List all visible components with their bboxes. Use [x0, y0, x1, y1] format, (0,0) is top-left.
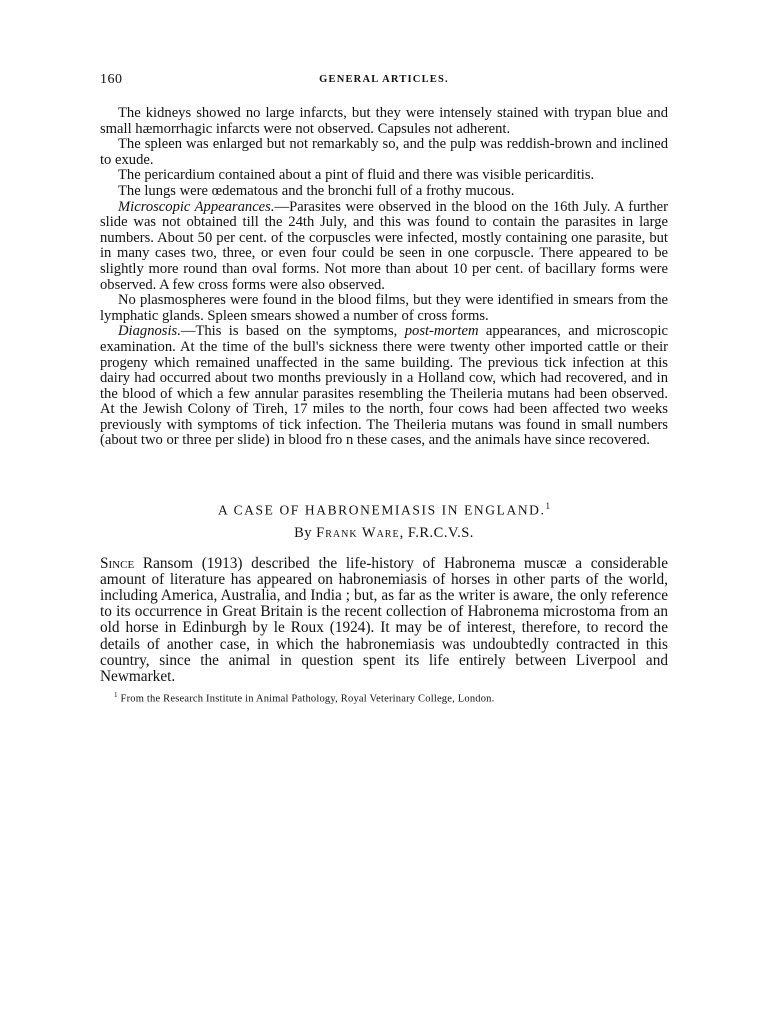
article-continuation [100, 106, 668, 449]
title-footnote-mark: 1 [545, 501, 551, 512]
footnote-text: From the Research Institute in Animal Pathology, Royal Veterinary College, London. [117, 693, 495, 705]
article-intro [100, 556, 668, 686]
intro-lead: Since [100, 554, 135, 572]
footnote-mark: 1 [114, 691, 118, 700]
footnote [100, 691, 668, 705]
section-label-diagnosis: Diagnosis. [118, 323, 181, 340]
byline-suffix: , F.R.C.V.S. [399, 524, 474, 541]
page-header [100, 72, 668, 90]
paragraph-kidneys: The kidneys showed no large infarcts, but they were intensely stained with trypan blue and small hæmorrhagic infarcts were not observed. Capsules not adherent. [100, 105, 668, 137]
byline [100, 525, 668, 542]
byline-by: By [294, 524, 317, 541]
paragraph-plasmospheres: No plasmospheres were found in the blood films, but they were identified in smears from the lymphatic glands. Spleen smears showed a number of cross forms. [100, 292, 668, 324]
running-head: GENERAL ARTICLES. [319, 74, 449, 85]
paragraph-diagnosis [100, 324, 668, 449]
byline-name: Frank Ware [316, 524, 400, 541]
intro-text: Ransom (1913) described the life-history of Habronema muscæ a considerable amount of literature has appeared on habronemiasis of horses in other parts of the world, including America, Australia, and India ; but, as far as the writer is aware, the only reference to its occurrence in Great Britain is the recent collection of Habronema microstoma from an old horse in Edinburgh by le Roux (1924). It may be of interest, therefore, to record the details of another case, in which the habronemiasis was undoubtedly contracted in this country, since the animal in question spent its life entirely between Liverpool and Newmarket. [100, 554, 668, 685]
microscopic-text: —Parasites were observed in the blood on the 16th July. A further slide was not obtained till the 24th July, and this was found to contain the parasites in large numbers. About 50 per cent. of the corpuscles were infected, mostly containing one parasite, but in many cases two, three, or even four could be seen in one corpuscle. There appeared to be slightly more round than oval forms. Not more than about 10 per cent. of bacillary forms were observed. A few cross forms were also observed. [100, 198, 668, 293]
article-title-text: A CASE OF HABRONEMIASIS IN ENGLAND. [217, 502, 546, 518]
paragraph-spleen: The spleen was enlarged but not remarkably so, and the pulp was reddish-brown and inclined to exude. [100, 136, 668, 168]
journal-page [100, 72, 668, 705]
page-number: 160 [100, 72, 123, 87]
paragraph-pericardium: The pericardium contained about a pint of fluid and there was visible pericarditis. [118, 167, 595, 184]
diagnosis-text-b: appearances, and microscopic examination. At the time of the bull's sickness there were twenty other imported cattle or their progeny which remained unaffected in the same building. The previous tick infection at this dairy had occurred about two months previously in a Holland cow, which had recovered, and in the blood of which a few annular parasites resembling the Theileria mutans had been observed. At the Jewish Colony of Tireh, 17 miles to the north, four cows had been affected two weeks previously with symptoms of tick infection. The Theileria mutans was found in small numbers (about two or three per slide) in blood fro n these cases, and the animals have since recovered. [100, 323, 668, 449]
article-title [100, 501, 668, 519]
diagnosis-em: post-mortem [404, 323, 479, 340]
section-label-microscopic: Microscopic Appearances. [118, 198, 275, 215]
paragraph-lungs: The lungs were œdematous and the bronchi full of a frothy mucous. [118, 182, 515, 199]
diagnosis-text-a: —This is based on the symptoms, [180, 323, 405, 340]
paragraph-microscopic [100, 200, 668, 294]
